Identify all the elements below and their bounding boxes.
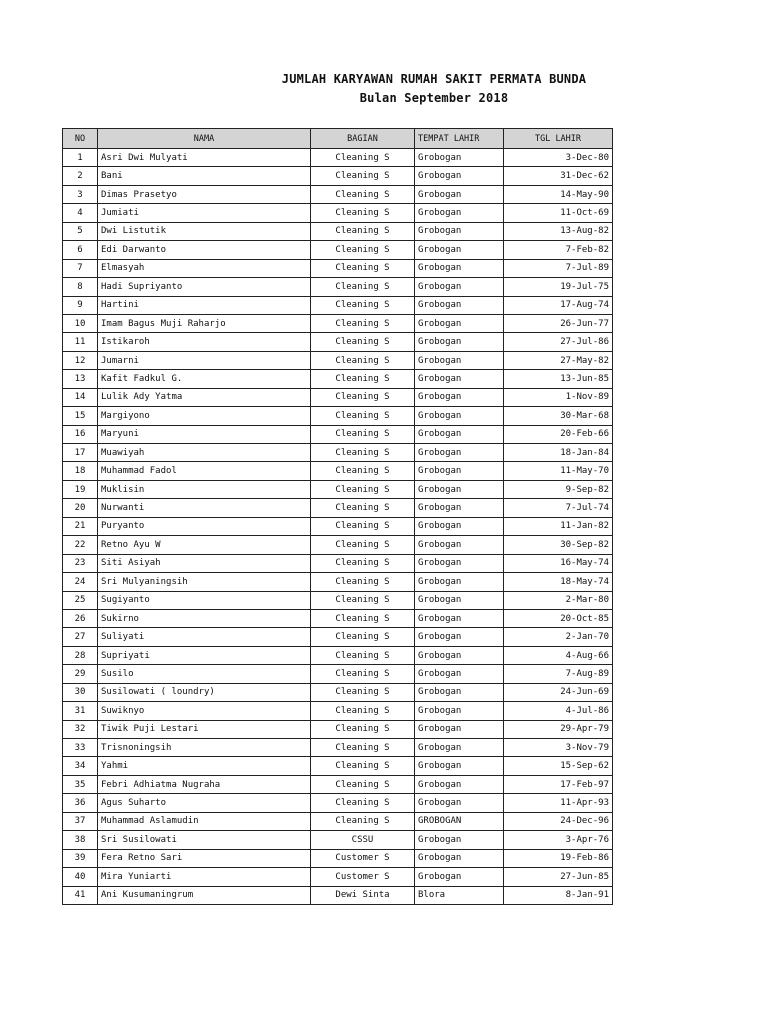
birthplace-cell: Grobogan [415,222,504,240]
table-row [63,831,613,849]
employee-name-cell: Mira Yuniarti [98,868,311,886]
department-cell: Cleaning S [311,480,415,498]
employee-name-cell: Bani [98,167,311,185]
department-cell: Cleaning S [311,794,415,812]
birthplace-cell: Grobogan [415,480,504,498]
column-header-nama: NAMA [98,129,311,149]
department-cell: Cleaning S [311,499,415,517]
birthplace-cell: Grobogan [415,683,504,701]
birthdate-cell: 31-Dec-62 [504,167,613,185]
employee-name-cell: Lulik Ady Yatma [98,388,311,406]
birthdate-cell: 3-Apr-76 [504,831,613,849]
table-row [63,370,613,388]
table-row [63,720,613,738]
birthplace-cell: Grobogan [415,628,504,646]
page-title: JUMLAH KARYAWAN RUMAH SAKIT PERMATA BUNDA [281,72,587,86]
birthplace-cell: Grobogan [415,739,504,757]
birthplace-cell: Grobogan [415,794,504,812]
birthdate-cell: 13-Aug-82 [504,222,613,240]
employee-name-cell: Dwi Listutik [98,222,311,240]
table-row [63,628,613,646]
department-cell: Cleaning S [311,554,415,572]
employee-name-cell: Yahmi [98,757,311,775]
birthplace-cell: Grobogan [415,278,504,296]
row-number-cell: 4 [63,204,98,222]
column-header-no: NO [63,129,98,149]
row-number-cell: 8 [63,278,98,296]
employee-name-cell: Edi Darwanto [98,241,311,259]
employee-name-cell: Jumarni [98,351,311,369]
birthdate-cell: 24-Jun-69 [504,683,613,701]
row-number-cell: 7 [63,259,98,277]
birthdate-cell: 11-Oct-69 [504,204,613,222]
birthdate-cell: 9-Sep-82 [504,480,613,498]
row-number-cell: 20 [63,499,98,517]
birthdate-cell: 27-Jul-86 [504,333,613,351]
birthplace-cell: Grobogan [415,167,504,185]
table-row [63,204,613,222]
birthdate-cell: 15-Sep-62 [504,757,613,775]
row-number-cell: 34 [63,757,98,775]
birthdate-cell: 3-Dec-80 [504,149,613,167]
table-row [63,868,613,886]
row-number-cell: 33 [63,739,98,757]
table-row [63,149,613,167]
row-number-cell: 26 [63,609,98,627]
employee-name-cell: Jumiati [98,204,311,222]
department-cell: Dewi Sinta [311,886,415,904]
department-cell: Customer S [311,849,415,867]
employee-name-cell: Febri Adhiatma Nugraha [98,775,311,793]
department-cell: Customer S [311,868,415,886]
birthdate-cell: 24-Dec-96 [504,812,613,830]
birthplace-cell: Grobogan [415,849,504,867]
department-cell: Cleaning S [311,683,415,701]
table-row [63,794,613,812]
row-number-cell: 25 [63,591,98,609]
employee-name-cell: Retno Ayu W [98,536,311,554]
birthdate-cell: 29-Apr-79 [504,720,613,738]
department-cell: Cleaning S [311,628,415,646]
employee-name-cell: Kafit Fadkul G. [98,370,311,388]
table-row [63,886,613,904]
birthdate-cell: 7-Aug-89 [504,665,613,683]
row-number-cell: 17 [63,444,98,462]
birthplace-cell: Grobogan [415,314,504,332]
birthdate-cell: 1-Nov-89 [504,388,613,406]
row-number-cell: 18 [63,462,98,480]
row-number-cell: 28 [63,646,98,664]
department-cell: Cleaning S [311,388,415,406]
row-number-cell: 29 [63,665,98,683]
employee-name-cell: Dimas Prasetyo [98,185,311,203]
birthplace-cell: Grobogan [415,370,504,388]
employee-name-cell: Elmasyah [98,259,311,277]
birthdate-cell: 7-Feb-82 [504,241,613,259]
birthplace-cell: Grobogan [415,185,504,203]
row-number-cell: 1 [63,149,98,167]
department-cell: Cleaning S [311,812,415,830]
row-number-cell: 12 [63,351,98,369]
row-number-cell: 41 [63,886,98,904]
birthplace-cell: Grobogan [415,831,504,849]
employee-name-cell: Muhammad Aslamudin [98,812,311,830]
row-number-cell: 24 [63,573,98,591]
birthdate-cell: 7-Jul-89 [504,259,613,277]
birthplace-cell: Grobogan [415,757,504,775]
row-number-cell: 39 [63,849,98,867]
birthplace-cell: Grobogan [415,241,504,259]
employee-name-cell: Muklisin [98,480,311,498]
row-number-cell: 2 [63,167,98,185]
birthdate-cell: 4-Aug-66 [504,646,613,664]
employee-name-cell: Asri Dwi Mulyati [98,149,311,167]
row-number-cell: 6 [63,241,98,259]
employee-name-cell: Ani Kusumaningrum [98,886,311,904]
birthdate-cell: 14-May-90 [504,185,613,203]
table-row [63,646,613,664]
employee-name-cell: Susilo [98,665,311,683]
birthplace-cell: Grobogan [415,296,504,314]
employee-name-cell: Sri Susilowati [98,831,311,849]
birthplace-cell: Grobogan [415,573,504,591]
table-row [63,167,613,185]
table-row [63,849,613,867]
department-cell: Cleaning S [311,314,415,332]
birthplace-cell: GROBOGAN [415,812,504,830]
department-cell: Cleaning S [311,222,415,240]
birthdate-cell: 27-Jun-85 [504,868,613,886]
birthplace-cell: Grobogan [415,536,504,554]
table-row [63,573,613,591]
table-row [63,591,613,609]
department-cell: Cleaning S [311,739,415,757]
table-row [63,609,613,627]
row-number-cell: 21 [63,517,98,535]
row-number-cell: 38 [63,831,98,849]
table-row [63,462,613,480]
department-cell: Cleaning S [311,185,415,203]
row-number-cell: 23 [63,554,98,572]
department-cell: Cleaning S [311,609,415,627]
row-number-cell: 35 [63,775,98,793]
department-cell: Cleaning S [311,536,415,554]
department-cell: Cleaning S [311,757,415,775]
row-number-cell: 10 [63,314,98,332]
employee-name-cell: Margiyono [98,407,311,425]
table-row [63,296,613,314]
department-cell: Cleaning S [311,333,415,351]
employee-name-cell: Hartini [98,296,311,314]
row-number-cell: 16 [63,425,98,443]
row-number-cell: 31 [63,702,98,720]
department-cell: Cleaning S [311,517,415,535]
column-header-tempat-lahir: TEMPAT LAHIR [415,129,504,149]
table-row [63,241,613,259]
birthplace-cell: Grobogan [415,351,504,369]
birthdate-cell: 18-Jan-84 [504,444,613,462]
employee-name-cell: Maryuni [98,425,311,443]
department-cell: Cleaning S [311,573,415,591]
birthplace-cell: Grobogan [415,388,504,406]
table-row [63,499,613,517]
birthdate-cell: 20-Oct-85 [504,609,613,627]
birthdate-cell: 18-May-74 [504,573,613,591]
birthplace-cell: Grobogan [415,407,504,425]
table-row [63,517,613,535]
birthplace-cell: Grobogan [415,517,504,535]
column-header-bagian: BAGIAN [311,129,415,149]
table-row [63,259,613,277]
birthdate-cell: 17-Feb-97 [504,775,613,793]
table-row [63,351,613,369]
birthplace-cell: Grobogan [415,444,504,462]
table-row [63,185,613,203]
department-cell: Cleaning S [311,591,415,609]
department-cell: Cleaning S [311,167,415,185]
table-row [63,333,613,351]
department-cell: Cleaning S [311,278,415,296]
department-cell: Cleaning S [311,775,415,793]
birthdate-cell: 30-Mar-68 [504,407,613,425]
department-cell: Cleaning S [311,425,415,443]
birthdate-cell: 11-May-70 [504,462,613,480]
table-row [63,425,613,443]
table-row [63,407,613,425]
department-cell: Cleaning S [311,351,415,369]
birthdate-cell: 4-Jul-86 [504,702,613,720]
row-number-cell: 19 [63,480,98,498]
birthplace-cell: Grobogan [415,591,504,609]
table-row [63,665,613,683]
table-row [63,554,613,572]
birthplace-cell: Grobogan [415,462,504,480]
birthplace-cell: Grobogan [415,333,504,351]
row-number-cell: 9 [63,296,98,314]
employee-name-cell: Agus Suharto [98,794,311,812]
table-row [63,812,613,830]
birthplace-cell: Grobogan [415,775,504,793]
birthplace-cell: Grobogan [415,149,504,167]
row-number-cell: 36 [63,794,98,812]
birthplace-cell: Grobogan [415,609,504,627]
birthplace-cell: Grobogan [415,702,504,720]
department-cell: Cleaning S [311,407,415,425]
employee-name-cell: Imam Bagus Muji Raharjo [98,314,311,332]
employee-name-cell: Siti Asiyah [98,554,311,572]
birthdate-cell: 3-Nov-79 [504,739,613,757]
row-number-cell: 13 [63,370,98,388]
row-number-cell: 22 [63,536,98,554]
row-number-cell: 11 [63,333,98,351]
employee-name-cell: Supriyati [98,646,311,664]
birthdate-cell: 30-Sep-82 [504,536,613,554]
department-cell: Cleaning S [311,720,415,738]
employee-name-cell: Tiwik Puji Lestari [98,720,311,738]
row-number-cell: 37 [63,812,98,830]
birthplace-cell: Grobogan [415,204,504,222]
row-number-cell: 15 [63,407,98,425]
page-subtitle: Bulan September 2018 [359,91,509,105]
table-row [63,739,613,757]
birthdate-cell: 19-Jul-75 [504,278,613,296]
employee-name-cell: Sri Mulyaningsih [98,573,311,591]
employee-name-cell: Sukirno [98,609,311,627]
table-row [63,222,613,240]
birthdate-cell: 26-Jun-77 [504,314,613,332]
department-cell: Cleaning S [311,204,415,222]
department-cell: Cleaning S [311,462,415,480]
employee-name-cell: Suwiknyo [98,702,311,720]
table-row [63,480,613,498]
department-cell: Cleaning S [311,296,415,314]
birthdate-cell: 11-Jan-82 [504,517,613,535]
employee-name-cell: Trisnoningsih [98,739,311,757]
birthdate-cell: 16-May-74 [504,554,613,572]
department-cell: Cleaning S [311,149,415,167]
birthdate-cell: 27-May-82 [504,351,613,369]
row-number-cell: 40 [63,868,98,886]
birthdate-cell: 13-Jun-85 [504,370,613,388]
birthdate-cell: 20-Feb-66 [504,425,613,443]
birthplace-cell: Grobogan [415,554,504,572]
employee-name-cell: Hadi Supriyanto [98,278,311,296]
table-body [63,149,613,905]
birthplace-cell: Grobogan [415,259,504,277]
birthdate-cell: 17-Aug-74 [504,296,613,314]
birthdate-cell: 7-Jul-74 [504,499,613,517]
department-cell: Cleaning S [311,444,415,462]
table-row [63,775,613,793]
row-number-cell: 3 [63,185,98,203]
birthdate-cell: 11-Apr-93 [504,794,613,812]
row-number-cell: 30 [63,683,98,701]
employee-name-cell: Muawiyah [98,444,311,462]
department-cell: Cleaning S [311,241,415,259]
table-row [63,683,613,701]
table-row [63,444,613,462]
department-cell: CSSU [311,831,415,849]
department-cell: Cleaning S [311,259,415,277]
employee-name-cell: Susilowati ( loundry) [98,683,311,701]
birthdate-cell: 2-Jan-70 [504,628,613,646]
employee-name-cell: Sugiyanto [98,591,311,609]
birthdate-cell: 8-Jan-91 [504,886,613,904]
employee-name-cell: Istikaroh [98,333,311,351]
table-row [63,536,613,554]
department-cell: Cleaning S [311,370,415,388]
employee-name-cell: Muhammad Fadol [98,462,311,480]
column-header-tgl-lahir: TGL LAHIR [504,129,613,149]
department-cell: Cleaning S [311,665,415,683]
birthplace-cell: Blora [415,886,504,904]
employee-name-cell: Suliyati [98,628,311,646]
table-row [63,757,613,775]
table-header-row [63,129,613,149]
birthplace-cell: Grobogan [415,499,504,517]
department-cell: Cleaning S [311,646,415,664]
row-number-cell: 5 [63,222,98,240]
row-number-cell: 14 [63,388,98,406]
table-row [63,314,613,332]
birthplace-cell: Grobogan [415,868,504,886]
employee-table [62,128,613,905]
birthplace-cell: Grobogan [415,665,504,683]
employee-name-cell: Puryanto [98,517,311,535]
table-row [63,278,613,296]
birthplace-cell: Grobogan [415,720,504,738]
department-cell: Cleaning S [311,702,415,720]
employee-name-cell: Nurwanti [98,499,311,517]
row-number-cell: 32 [63,720,98,738]
table-row [63,702,613,720]
birthdate-cell: 2-Mar-80 [504,591,613,609]
birthdate-cell: 19-Feb-86 [504,849,613,867]
table-row [63,388,613,406]
birthplace-cell: Grobogan [415,425,504,443]
row-number-cell: 27 [63,628,98,646]
birthplace-cell: Grobogan [415,646,504,664]
employee-name-cell: Fera Retno Sari [98,849,311,867]
